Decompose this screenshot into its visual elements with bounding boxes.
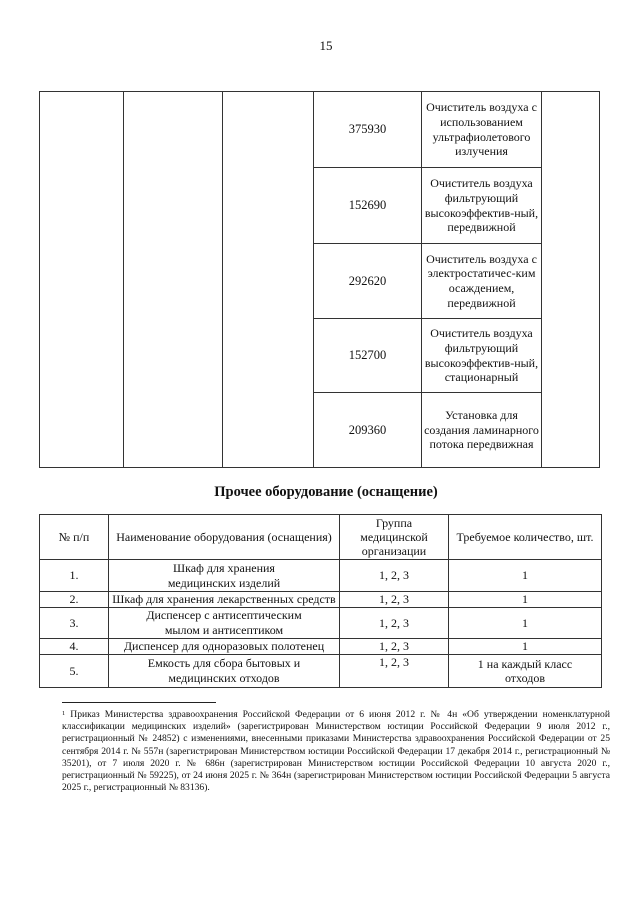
nomenclature-code: 209360: [314, 393, 422, 468]
nomenclature-code: 292620: [314, 244, 422, 319]
table-row: [40, 639, 602, 655]
section-title: Прочее оборудование (оснащение): [214, 484, 438, 500]
row-number: 1.: [40, 560, 109, 592]
nomenclature-code: 152700: [314, 319, 422, 393]
org-group: 1, 2, 3: [340, 639, 449, 655]
page-number: 15: [319, 38, 333, 53]
empty-cell: [223, 92, 314, 468]
row-number: 5.: [40, 655, 109, 688]
device-name: Очиститель воздуха фильтрующий высокоэффектив-ный, стационарный: [422, 319, 542, 393]
device-name: Очиститель воздуха фильтрующий высокоэффектив-ный, передвижной: [422, 168, 542, 244]
org-group: 1, 2, 3: [340, 560, 449, 592]
footnote-divider: [62, 702, 216, 703]
row-number: 3.: [40, 608, 109, 639]
device-name: Очиститель воздуха с электростатичес-ким осаждением, передвижной: [422, 244, 542, 319]
header-quantity: Требуемое количество, шт.: [449, 515, 602, 560]
required-quantity: 1: [449, 592, 602, 608]
row-number: 2.: [40, 592, 109, 608]
nomenclature-code: 375930: [314, 92, 422, 168]
equipment-name: Диспенсер с антисептическим мылом и антисептиком: [109, 608, 340, 639]
footnote-marker: 1: [62, 710, 66, 717]
empty-cell: [124, 92, 223, 468]
required-quantity: 1: [449, 639, 602, 655]
other-equipment-table: [39, 514, 602, 688]
footnote: [62, 709, 610, 794]
equipment-codes-table-continued: [39, 91, 600, 468]
table-header-row: [40, 515, 602, 560]
equipment-name: Шкаф для хранения лекарственных средств: [109, 592, 340, 608]
required-quantity: 1 на каждый класс отходов: [449, 655, 602, 688]
table-row: [40, 608, 602, 639]
empty-cell: [40, 92, 124, 468]
table-row: [40, 655, 602, 688]
header-number: № п/п: [40, 515, 109, 560]
equipment-name: Емкость для сбора бытовых и медицинских отходов: [109, 655, 340, 688]
equipment-name: Шкаф для хранения медицинских изделий: [109, 560, 340, 592]
header-name: Наименование оборудования (оснащения): [109, 515, 340, 560]
empty-cell: [542, 92, 600, 468]
device-name: Установка для создания ламинарного потока передвижная: [422, 393, 542, 468]
nomenclature-code: 152690: [314, 168, 422, 244]
table-row: [40, 92, 600, 168]
org-group: 1, 2, 3: [340, 655, 449, 688]
required-quantity: 1: [449, 608, 602, 639]
org-group: 1, 2, 3: [340, 608, 449, 639]
table-row: [40, 592, 602, 608]
org-group: 1, 2, 3: [340, 592, 449, 608]
footnote-text: Приказ Министерства здравоохранения Российской Федерации от 6 июня 2012 г. № 4н «Об утверждении номенклатурной классификации медицинских изделий» (зарегистрирован Министерством юстиции Российской Федерации 9 июля 2012 г., регистрационный № 24852) с изменениями, внесенными приказами Министерства здравоохранения Российской Федерации от 25 сентября 2014 г. № 557н (зарегистрирован Министерством юстиции Российской Федерации 17 декабря 2014 г., регистрационный № 35201), от 7 июля 2020 г. № 686н (зарегистрирован Министерством юстиции Российской Федерации 10 августа 2020 г., регистрационный № 59225), от 24 июня 2025 г. № 364н (зарегистрирован Министерством юстиции Российской Федерации 5 августа 2025 г., регистрационный № 83136).: [62, 709, 610, 794]
row-number: 4.: [40, 639, 109, 655]
table-row: [40, 560, 602, 592]
device-name: Очиститель воздуха с использованием ультрафиолетового излучения: [422, 92, 542, 168]
header-group: Группа медицинской организации: [340, 515, 449, 560]
equipment-name: Диспенсер для одноразовых полотенец: [109, 639, 340, 655]
required-quantity: 1: [449, 560, 602, 592]
